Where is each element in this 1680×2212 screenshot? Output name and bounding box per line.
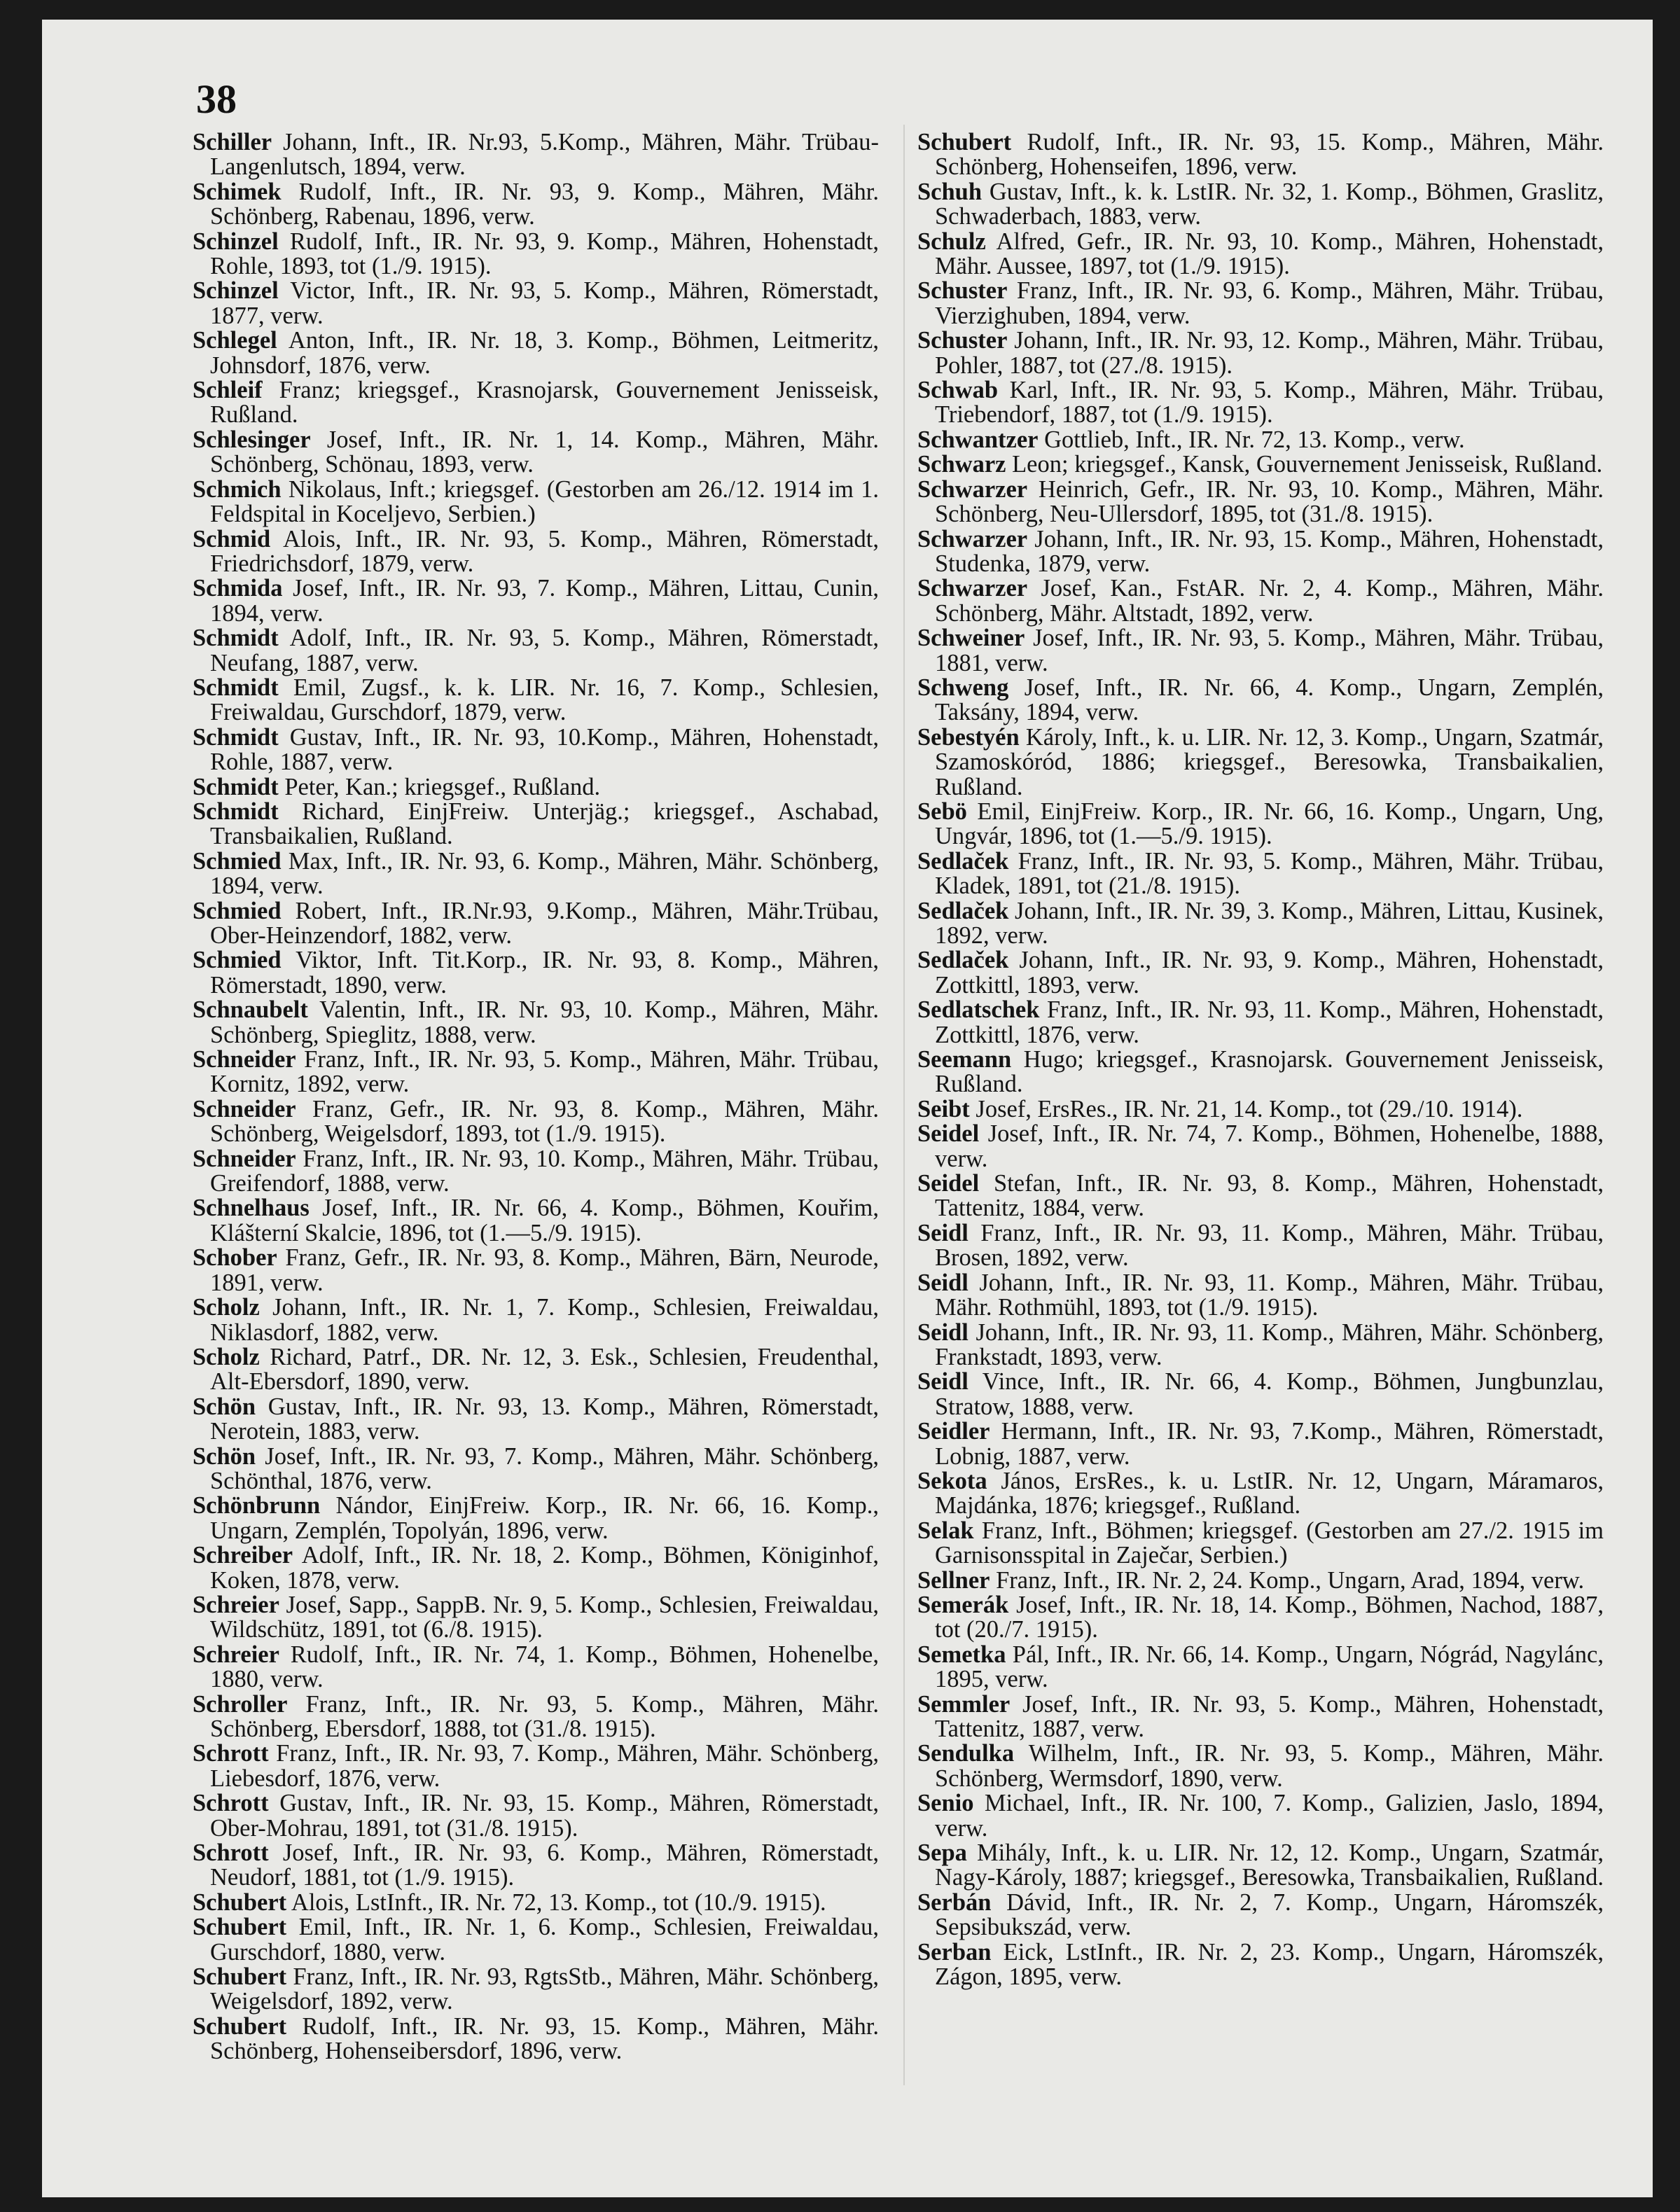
entry-details: Johann, Inft., IR. Nr.93, 5.Komp., Mähren, Mähr. Trübau-Langenlutsch, 1894, verw. <box>210 129 879 181</box>
entry-surname: Schober <box>193 1244 277 1272</box>
list-entry <box>917 130 1604 180</box>
list-entry <box>917 800 1604 849</box>
entry-surname: Schwantzer <box>917 426 1039 453</box>
entry-details: Alois, LstInft., IR. Nr. 72, 13. Komp., tot (10./9. 1915). <box>286 1888 826 1916</box>
entry-surname: Semmler <box>917 1690 1011 1718</box>
entry-surname: Schmidt <box>193 723 279 751</box>
entry-details: Josef, Inft., IR. Nr. 93, 7. Komp., Mähren, Mähr. Schönberg, Schönthal, 1876, verw. <box>210 1442 879 1494</box>
list-entry <box>917 1841 1604 1891</box>
list-entry <box>193 1692 879 1742</box>
entry-details: Gustav, Inft., k. k. LstIR. Nr. 32, 1. Komp., Böhmen, Graslitz, Schwaderbach, 1883, verw. <box>935 178 1604 230</box>
entry-surname: Schmida <box>193 575 283 602</box>
entry-surname: Schreier <box>193 1591 279 1618</box>
entry-details: Franz, Inft., IR. Nr. 93, 6. Komp., Mähren, Mähr. Trübau, Vierzighuben, 1894, verw. <box>935 277 1604 329</box>
entry-surname: Schreier <box>193 1641 279 1668</box>
entry-details: Franz, Gefr., IR. Nr. 93, 8. Komp., Mähren, Bärn, Neurode, 1891, verw. <box>210 1244 879 1296</box>
entry-details: Josef, Kan., FstAR. Nr. 2, 4. Komp., Mähren, Mähr. Schönberg, Mähr. Altstadt, 1892, verw. <box>935 575 1604 627</box>
entry-details: Hugo; kriegsgef., Krasnojarsk. Gouvernement Jenisseisk, Rußland. <box>935 1046 1604 1098</box>
entry-details: Alois, Inft., IR. Nr. 93, 5. Komp., Mähren, Römerstadt, Friedrichsdorf, 1879, verw. <box>210 525 879 577</box>
entry-details: Johann, Inft., IR. Nr. 93, 11. Komp., Mähren, Mähr. Schönberg, Frankstadt, 1893, verw. <box>935 1319 1604 1370</box>
list-entry <box>193 775 879 800</box>
list-entry <box>917 1122 1604 1171</box>
list-entry <box>193 180 879 230</box>
entry-details: Alfred, Gefr., IR. Nr. 93, 10. Komp., Mähren, Hohenstadt, Mähr. Aussee, 1897, tot (1./9. 1915). <box>935 228 1604 280</box>
entry-surname: Schuster <box>917 277 1008 305</box>
list-entry <box>917 998 1604 1048</box>
list-entry <box>917 1519 1604 1568</box>
list-entry <box>917 1568 1604 1593</box>
entry-surname: Schmied <box>193 947 282 974</box>
list-entry <box>917 1171 1604 1221</box>
list-entry <box>193 1593 879 1643</box>
list-entry <box>193 998 879 1048</box>
entry-surname: Schnaubelt <box>193 996 308 1024</box>
entry-details: Victor, Inft., IR. Nr. 93, 5. Komp., Mähren, Römerstadt, 1877, verw. <box>210 277 879 329</box>
entry-surname: Schlesinger <box>193 426 311 453</box>
list-entry <box>193 1741 879 1791</box>
list-entry <box>193 899 879 949</box>
entry-details: Johann, Inft., IR. Nr. 93, 12. Komp., Mähren, Mähr. Trübau, Pohler, 1887, tot (27./8. 1915). <box>935 327 1604 379</box>
entry-details: Josef, Inft., IR. Nr. 74, 7. Komp., Böhmen, Hohenelbe, 1888, verw. <box>935 1120 1604 1172</box>
list-entry <box>193 1643 879 1692</box>
list-entry <box>917 1692 1604 1742</box>
entry-details: Franz, Inft., IR. Nr. 93, 11. Komp., Mähren, Hohenstadt, Zottkittl, 1876, verw. <box>935 996 1604 1048</box>
entry-surname: Schulz <box>917 228 986 255</box>
entry-surname: Schmidt <box>193 674 279 701</box>
list-entry <box>917 1321 1604 1370</box>
entry-surname: Sebö <box>917 798 967 825</box>
entry-surname: Seidl <box>917 1219 969 1246</box>
list-entry <box>917 180 1604 230</box>
entry-surname: Semerák <box>917 1591 1009 1618</box>
list-entry <box>917 1271 1604 1321</box>
list-entry <box>917 475 1604 528</box>
entry-details: Stefan, Inft., IR. Nr. 93, 8. Komp., Mähren, Hohenstadt, Tattenitz, 1884, verw. <box>935 1170 1604 1222</box>
entry-surname: Schuh <box>917 178 983 205</box>
list-entry <box>917 1097 1604 1122</box>
entry-surname: Sedlaček <box>917 947 1009 974</box>
entry-details: Josef, Inft., IR. Nr. 66, 4. Komp., Böhmen, Kouřim, Klášterní Skalcie, 1896, tot (1.—5./9. 1915). <box>210 1195 879 1246</box>
list-entry <box>917 1643 1604 1692</box>
list-entry <box>917 899 1604 949</box>
list-entry <box>917 948 1604 998</box>
entry-details: Gustav, Inft., IR. Nr. 93, 13. Komp., Mähren, Römerstadt, Nerotein, 1883, verw. <box>210 1393 879 1445</box>
entry-surname: Seidl <box>917 1368 969 1396</box>
entry-details: Rudolf, Inft., IR. Nr. 74, 1. Komp., Böhmen, Hohenelbe, 1880, verw. <box>210 1641 879 1693</box>
entry-surname: Seidel <box>917 1120 980 1148</box>
list-entry <box>917 576 1604 626</box>
entry-surname: Sepa <box>917 1839 967 1867</box>
list-entry <box>193 1915 879 1965</box>
list-entry <box>193 1791 879 1841</box>
list-entry <box>917 230 1604 279</box>
entry-surname: Schmidt <box>193 625 279 652</box>
entry-details: Franz; kriegsgef., Krasnojarsk, Gouvernement Jenisseisk, Rußland. <box>210 377 879 429</box>
entry-details: Franz, Inft., IR. Nr. 93, 5. Komp., Mähren, Mähr. Trübau, Kladek, 1891, tot (21./8. 1915). <box>935 847 1604 900</box>
list-entry <box>917 527 1604 577</box>
right-column <box>917 130 1604 1989</box>
entry-details: Peter, Kan.; kriegsgef., Rußland. <box>278 773 601 800</box>
entry-surname: Schmidt <box>193 798 279 825</box>
list-entry <box>917 1370 1604 1419</box>
entry-details: Josef, Inft., IR. Nr. 18, 14. Komp., Böhmen, Nachod, 1887, tot (20./7. 1915). <box>935 1591 1604 1643</box>
list-entry <box>917 1048 1604 1097</box>
entry-surname: Schön <box>193 1442 256 1470</box>
entry-surname: Schnelhaus <box>193 1195 310 1222</box>
entry-details: Richard, EinjFreiw. Unterjäg.; kriegsgef., Aschabad, Transbaikalien, Rußland. <box>210 798 879 850</box>
entry-details: Josef, Inft., IR. Nr. 1, 14. Komp., Mähren, Mähr. Schönberg, Schönau, 1893, verw. <box>210 426 879 478</box>
entry-details: Wilhelm, Inft., IR. Nr. 93, 5. Komp., Mähren, Mähr. Schönberg, Wermsdorf, 1890, verw. <box>935 1740 1604 1792</box>
list-entry <box>917 676 1604 725</box>
entry-surname: Sedlatschek <box>917 996 1040 1024</box>
entry-surname: Schleif <box>193 377 263 404</box>
entry-details: Josef, Inft., IR. Nr. 93, 7. Komp., Mähren, Littau, Cunin, 1894, verw. <box>210 575 879 627</box>
list-entry <box>193 230 879 279</box>
list-entry <box>917 452 1604 477</box>
entry-surname: Schrott <box>193 1740 269 1767</box>
entry-details: Johann, Inft., IR. Nr. 93, 9. Komp., Mähren, Hohenstadt, Zottkittl, 1893, verw. <box>935 947 1604 999</box>
entry-details: Franz, Inft., Böhmen; kriegsgef. (Gestorben am 27./2. 1915 im Garnisonsspital in Zaječar, Serbien.) <box>935 1517 1604 1569</box>
entry-surname: Sekota <box>917 1467 987 1494</box>
entry-surname: Sedlaček <box>917 897 1009 924</box>
list-entry <box>917 1221 1604 1271</box>
entry-surname: Schubert <box>193 2012 287 2040</box>
entry-details: Johann, Inft., IR. Nr. 1, 7. Komp., Schlesien, Freiwaldau, Niklasdorf, 1882, verw. <box>210 1294 879 1346</box>
list-entry <box>917 1888 1604 1941</box>
entry-surname: Schneider <box>193 1046 296 1073</box>
list-entry <box>193 1442 879 1494</box>
list-entry <box>193 1147 879 1197</box>
list-entry <box>193 1048 879 1097</box>
entry-details: Josef, Inft., IR. Nr. 66, 4. Komp., Ungarn, Zemplén, Taksány, 1894, verw. <box>935 674 1604 726</box>
entry-details: Heinrich, Gefr., IR. Nr. 93, 10. Komp., Mähren, Mähr. Schönberg, Neu-Ullersdorf, 1895, tot (31./8. 1915). <box>935 475 1604 528</box>
entry-surname: Serban <box>917 1938 992 1966</box>
entry-surname: Senio <box>917 1790 974 1817</box>
entry-details: Robert, Inft., IR.Nr.93, 9.Komp., Mähren, Mähr.Trübau, Ober-Heinzendorf, 1882, verw. <box>210 897 879 949</box>
entry-surname: Schmich <box>193 475 282 503</box>
entry-surname: Sebestyén <box>917 723 1020 751</box>
entry-surname: Schweng <box>917 674 1009 701</box>
entry-surname: Schrott <box>193 1839 269 1867</box>
entry-details: Rudolf, Inft., IR. Nr. 93, 9. Komp., Mähren, Mähr. Schönberg, Rabenau, 1896, verw. <box>210 178 879 230</box>
entry-details: Josef, ErsRes., IR. Nr. 21, 14. Komp., tot (29./10. 1914). <box>969 1095 1523 1122</box>
entry-details: Adolf, Inft., IR. Nr. 18, 2. Komp., Böhmen, Königinhof, Koken, 1878, verw. <box>210 1542 879 1594</box>
document-page <box>42 20 1653 2197</box>
entry-details: Gustav, Inft., IR. Nr. 93, 15. Komp., Mähren, Römerstadt, Ober-Mohrau, 1891, tot (31./8. 1915). <box>210 1790 879 1842</box>
list-entry <box>193 626 879 676</box>
list-entry <box>193 1841 879 1891</box>
list-entry <box>917 1741 1604 1791</box>
entry-details: Vince, Inft., IR. Nr. 66, 4. Komp., Böhmen, Jungbunzlau, Stratow, 1888, verw. <box>935 1368 1604 1420</box>
entry-details: Adolf, Inft., IR. Nr. 93, 5. Komp., Mähren, Römerstadt, Neufang, 1887, verw. <box>210 625 879 676</box>
entry-details: Gustav, Inft., IR. Nr. 93, 10.Komp., Mähren, Hohenstadt, Rohle, 1887, verw. <box>210 723 879 776</box>
entry-surname: Sedlaček <box>917 847 1009 875</box>
list-entry <box>193 1295 879 1345</box>
entry-details: Dávid, Inft., IR. Nr. 2, 7. Komp., Ungarn, Háromszék, Sepsibukszád, verw. <box>935 1888 1604 1941</box>
entry-surname: Schubert <box>193 1914 287 1941</box>
left-column <box>193 130 879 2064</box>
entry-details: Emil, Inft., IR. Nr. 1, 6. Komp., Schlesien, Freiwaldau, Gurschdorf, 1880, verw. <box>210 1914 879 1966</box>
entry-surname: Schönbrunn <box>193 1492 321 1519</box>
entry-details: Rudolf, Inft., IR. Nr. 93, 9. Komp., Mähren, Hohenstadt, Rohle, 1893, tot (1./9. 1915). <box>210 228 879 280</box>
list-entry <box>917 1791 1604 1841</box>
list-entry <box>193 725 879 775</box>
entry-details: Richard, Patrf., DR. Nr. 12, 3. Esk., Schlesien, Freudenthal, Alt-Ebersdorf, 1890, verw. <box>210 1343 879 1396</box>
entry-details: Josef, Inft., IR. Nr. 93, 6. Komp., Mähren, Römerstadt, Neudorf, 1881, tot (1./9. 1915). <box>210 1839 879 1891</box>
entry-details: Nándor, EinjFreiw. Korp., IR. Nr. 66, 16. Komp., Ungarn, Zemplén, Topolyán, 1896, verw. <box>210 1492 879 1544</box>
list-entry <box>917 328 1604 378</box>
list-entry <box>193 1543 879 1593</box>
list-entry <box>193 1097 879 1147</box>
entry-surname: Schinzel <box>193 228 279 255</box>
entry-details: Emil, EinjFreiw. Korp., IR. Nr. 66, 16. Komp., Ungarn, Ung, Ungvár, 1896, tot (1.—5./9. 1915). <box>935 798 1604 850</box>
entry-details: Johann, Inft., IR. Nr. 93, 11. Komp., Mähren, Mähr. Trübau, Mähr. Rothmühl, 1893, tot (1./9. 1915). <box>935 1269 1604 1321</box>
entry-surname: Seidl <box>917 1319 969 1346</box>
entry-details: Pál, Inft., IR. Nr. 66, 14. Komp., Ungarn, Nógrád, Nagylánc, 1895, verw. <box>935 1641 1604 1693</box>
entry-details: Károly, Inft., k. u. LIR. Nr. 12, 3. Komp., Ungarn, Szatmár, Szamoskóród, 1886; kriegsgef., Beresowka, Transbaikalien, Rußland. <box>935 723 1604 800</box>
entry-details: Franz, Inft., IR. Nr. 93, 10. Komp., Mähren, Mähr. Trübau, Greifendorf, 1888, verw. <box>210 1145 879 1197</box>
list-entry <box>193 428 879 478</box>
list-entry <box>917 378 1604 428</box>
entry-surname: Schmied <box>193 847 282 875</box>
entry-details: Franz, Inft., IR. Nr. 93, 5. Komp., Mähren, Mähr. Trübau, Kornitz, 1892, verw. <box>210 1046 879 1098</box>
entry-surname: Seidl <box>917 1269 969 1296</box>
list-entry <box>193 130 879 180</box>
entry-details: Franz, Inft., IR. Nr. 93, 5. Komp., Mähren, Mähr. Schönberg, Ebersdorf, 1888, tot (31./8. 1915). <box>210 1690 879 1742</box>
entry-surname: Schmid <box>193 525 271 552</box>
list-entry <box>193 2012 879 2065</box>
entry-surname: Schwarzer <box>917 575 1028 602</box>
entry-details: Franz, Inft., IR. Nr. 93, 7. Komp., Mähren, Mähr. Schönberg, Liebesdorf, 1876, verw. <box>210 1740 879 1792</box>
entry-surname: Schubert <box>193 1963 287 1991</box>
entry-surname: Schuster <box>917 327 1008 354</box>
entry-details: Gottlieb, Inft., IR. Nr. 72, 13. Komp., verw. <box>1038 426 1465 453</box>
list-entry <box>917 428 1604 452</box>
list-entry <box>193 279 879 328</box>
entry-surname: Selak <box>917 1517 974 1544</box>
entry-surname: Serbán <box>917 1888 992 1916</box>
entry-details: Michael, Inft., IR. Nr. 100, 7. Komp., Galizien, Jaslo, 1894, verw. <box>935 1790 1604 1842</box>
entry-details: János, ErsRes., k. u. LstIR. Nr. 12, Ungarn, Máramaros, Majdánka, 1876; kriegsgef., Rußland. <box>935 1467 1604 1519</box>
entry-details: Franz, Gefr., IR. Nr. 93, 8. Komp., Mähren, Mähr. Schönberg, Weigelsdorf, 1893, tot (1./9. 1915). <box>210 1095 879 1148</box>
list-entry <box>193 1345 879 1395</box>
entry-surname: Schneider <box>193 1145 296 1172</box>
entry-details: Franz, Inft., IR. Nr. 2, 24. Komp., Ungarn, Arad, 1894, verw. <box>990 1566 1585 1594</box>
entry-surname: Schrott <box>193 1790 269 1817</box>
list-entry <box>193 1888 879 1916</box>
list-entry <box>917 279 1604 328</box>
entry-surname: Schimek <box>193 178 282 205</box>
list-entry <box>193 849 879 899</box>
list-entry <box>917 1593 1604 1643</box>
entry-details: Johann, Inft., IR. Nr. 93, 15. Komp., Mähren, Hohenstadt, Studenka, 1879, verw. <box>935 525 1604 577</box>
entry-details: Hermann, Inft., IR. Nr. 93, 7.Komp., Mähren, Römerstadt, Lobnig, 1887, verw. <box>935 1418 1604 1470</box>
list-entry <box>193 328 879 378</box>
entry-details: Nikolaus, Inft.; kriegsgef. (Gestorben am 26./12. 1914 im 1. Feldspital in Koceljevo, Serbien.) <box>210 475 879 528</box>
list-entry <box>917 1940 1604 1990</box>
list-entry <box>193 1965 879 2015</box>
entry-surname: Seidler <box>917 1418 990 1445</box>
entry-surname: Schiller <box>193 129 272 155</box>
entry-surname: Schwarzer <box>917 525 1028 552</box>
entry-surname: Semetka <box>917 1641 1006 1668</box>
entry-surname: Scholz <box>193 1294 260 1321</box>
entry-details: Johann, Inft., IR. Nr. 39, 3. Komp., Mähren, Littau, Kusinek, 1892, verw. <box>935 897 1604 949</box>
entry-surname: Schreiber <box>193 1542 293 1569</box>
entry-surname: Schinzel <box>193 277 279 305</box>
list-entry <box>193 1395 879 1445</box>
list-entry <box>917 725 1604 800</box>
list-entry <box>917 849 1604 899</box>
entry-details: Mihály, Inft., k. u. LIR. Nr. 12, 12. Komp., Ungarn, Szatmár, Nagy-Károly, 1887; kriegsgef., Beresowka, Transbaikalien, Rußland. <box>935 1839 1604 1891</box>
entry-surname: Scholz <box>193 1343 260 1370</box>
list-entry <box>193 676 879 725</box>
entry-details: Josef, Sapp., SappB. Nr. 9, 5. Komp., Schlesien, Freiwaldau, Wildschütz, 1891, tot (6./8. 1915). <box>210 1591 879 1643</box>
entry-details: Josef, Inft., IR. Nr. 93, 5. Komp., Mähren, Mähr. Trübau, 1881, verw. <box>935 625 1604 676</box>
entry-surname: Schweiner <box>917 625 1025 652</box>
entry-surname: Schneider <box>193 1095 296 1122</box>
entry-surname: Schwarz <box>917 451 1006 478</box>
entry-surname: Seibt <box>917 1095 970 1122</box>
list-entry <box>193 475 879 528</box>
entry-surname: Schlegel <box>193 327 277 354</box>
entry-surname: Schön <box>193 1393 256 1420</box>
entry-details: Josef, Inft., IR. Nr. 93, 5. Komp., Mähren, Hohenstadt, Tattenitz, 1887, verw. <box>935 1690 1604 1742</box>
page-number: 38 <box>196 76 237 122</box>
list-entry <box>917 626 1604 676</box>
entry-surname: Schmied <box>193 897 282 924</box>
list-entry <box>193 527 879 577</box>
entry-surname: Schmidt <box>193 773 279 800</box>
entry-surname: Seidel <box>917 1170 980 1197</box>
entry-details: Rudolf, Inft., IR. Nr. 93, 15. Komp., Mähren, Mähr. Schönberg, Hohenseifen, 1896, verw. <box>935 129 1604 181</box>
entry-details: Eick, LstInft., IR. Nr. 2, 23. Komp., Ungarn, Háromszék, Zágon, 1895, verw. <box>935 1938 1604 1991</box>
list-entry <box>193 800 879 849</box>
column-divider <box>903 125 905 2085</box>
list-entry <box>193 1196 879 1246</box>
entry-details: Karl, Inft., IR. Nr. 93, 5. Komp., Mähren, Mähr. Trübau, Triebendorf, 1887, tot (1./9. 1915). <box>935 377 1604 429</box>
entry-surname: Schubert <box>193 1888 287 1916</box>
entry-surname: Seemann <box>917 1046 1012 1073</box>
entry-surname: Schwab <box>917 377 999 404</box>
entry-details: Franz, Inft., IR. Nr. 93, 11. Komp., Mähren, Mähr. Trübau, Brosen, 1892, verw. <box>935 1219 1604 1272</box>
entry-details: Anton, Inft., IR. Nr. 18, 3. Komp., Böhmen, Leitmeritz, Johnsdorf, 1876, verw. <box>210 327 879 379</box>
list-entry <box>193 378 879 428</box>
entry-details: Valentin, Inft., IR. Nr. 93, 10. Komp., Mähren, Mähr. Schönberg, Spieglitz, 1888, verw. <box>210 996 879 1048</box>
list-entry <box>917 1419 1604 1469</box>
list-entry <box>917 1469 1604 1519</box>
list-entry <box>193 1246 879 1295</box>
entry-details: Max, Inft., IR. Nr. 93, 6. Komp., Mähren, Mähr. Schönberg, 1894, verw. <box>210 847 879 900</box>
entry-details: Leon; kriegsgef., Kansk, Gouvernement Jenisseisk, Rußland. <box>1006 451 1603 478</box>
entry-details: Emil, Zugsf., k. k. LIR. Nr. 16, 7. Komp., Schlesien, Freiwaldau, Gurschdorf, 1879, verw. <box>210 674 879 726</box>
entry-surname: Schroller <box>193 1690 288 1718</box>
list-entry <box>193 1494 879 1543</box>
entry-surname: Schubert <box>917 129 1012 155</box>
entry-details: Franz, Inft., IR. Nr. 93, RgtsStb., Mähren, Mähr. Schönberg, Weigelsdorf, 1892, verw. <box>210 1963 879 2015</box>
list-entry <box>193 576 879 626</box>
entry-surname: Sellner <box>917 1566 990 1594</box>
entry-details: Viktor, Inft. Tit.Korp., IR. Nr. 93, 8. Komp., Mähren, Römerstadt, 1890, verw. <box>210 947 879 999</box>
entry-details: Rudolf, Inft., IR. Nr. 93, 15. Komp., Mähren, Mähr. Schönberg, Hohenseibersdorf, 1896, verw. <box>210 2012 879 2065</box>
list-entry <box>193 948 879 998</box>
entry-surname: Schwarzer <box>917 475 1028 503</box>
entry-surname: Sendulka <box>917 1740 1015 1767</box>
